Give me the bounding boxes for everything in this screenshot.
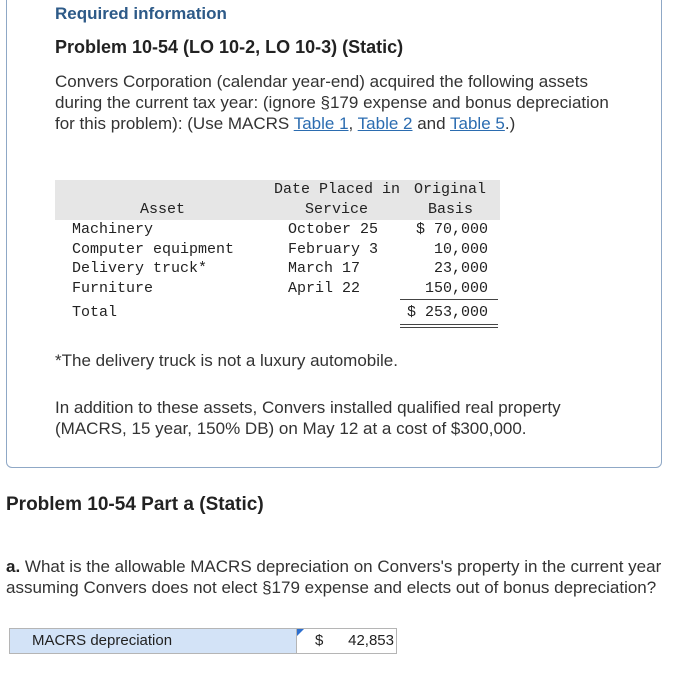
total-rule-1 bbox=[400, 324, 498, 325]
answer-flag-icon bbox=[297, 629, 304, 636]
row-basis: $ 70,000 bbox=[415, 221, 488, 238]
answer-label: MACRS depreciation bbox=[10, 629, 296, 653]
answer-row bbox=[9, 628, 397, 654]
question-letter: a. bbox=[6, 557, 21, 576]
total-value: $ 253,000 bbox=[406, 304, 488, 321]
row-asset: Computer equipment bbox=[72, 241, 235, 258]
answer-value: 42,853 bbox=[348, 632, 394, 649]
macrs-depreciation-input[interactable] bbox=[296, 629, 396, 653]
row-basis: 10,000 bbox=[433, 241, 488, 258]
additional-info: In addition to these assets, Convers installed qualified real property (MACRS, 15 year, 150% DB) on May 12 at a cost of $300,000. bbox=[55, 398, 561, 438]
table-1-link[interactable]: Table 1 bbox=[293, 114, 349, 133]
row-basis: 23,000 bbox=[433, 260, 488, 277]
row-basis: 150,000 bbox=[424, 280, 488, 297]
total-label: Total bbox=[72, 304, 118, 321]
intro-end: .) bbox=[504, 114, 516, 133]
question-text-1: What is the allowable MACRS depreciation on Convers's property in the current year bbox=[20, 557, 662, 576]
part-title: Problem 10-54 Part a (Static) bbox=[6, 494, 264, 515]
header-asset: Asset bbox=[140, 201, 186, 218]
question-line-2: assuming Convers does not elect §179 expense and elects out of bonus depreciation? bbox=[6, 578, 657, 597]
table-2-link[interactable]: Table 2 bbox=[357, 114, 413, 133]
problem-intro bbox=[55, 71, 615, 134]
header-date-line1: Date Placed in bbox=[274, 181, 401, 198]
row-asset: Machinery bbox=[72, 221, 154, 238]
question bbox=[6, 556, 700, 598]
intro-text: Convers Corporation (calendar year-end) acquired the following assets during the current tax year: (ignore §179 expense and bonus depreciation for this problem): (Use MACRS bbox=[55, 72, 609, 133]
footnote: *The delivery truck is not a luxury automobile. bbox=[55, 351, 398, 370]
row-asset: Delivery truck* bbox=[72, 260, 208, 277]
intro-sep-1: , bbox=[348, 114, 358, 133]
currency-symbol: $ bbox=[315, 632, 324, 649]
table-5-link[interactable]: Table 5 bbox=[450, 114, 505, 133]
row-asset: Furniture bbox=[72, 280, 154, 297]
row-date: February 3 bbox=[288, 241, 379, 258]
problem-title: Problem 10-54 (LO 10-2, LO 10-3) (Static) bbox=[55, 37, 404, 57]
header-date-line2: Service bbox=[305, 201, 369, 218]
required-information-heading: Required information bbox=[55, 4, 227, 23]
intro-sep-2: and bbox=[412, 114, 451, 133]
header-basis-line2: Basis bbox=[428, 201, 474, 218]
row-date: October 25 bbox=[288, 221, 379, 238]
row-date: April 22 bbox=[288, 280, 361, 297]
question-line-1 bbox=[6, 556, 700, 577]
row-date: March 17 bbox=[288, 260, 361, 277]
total-rule-2 bbox=[400, 327, 498, 328]
subtotal-rule bbox=[400, 299, 498, 300]
header-basis-line1: Original bbox=[414, 181, 487, 198]
